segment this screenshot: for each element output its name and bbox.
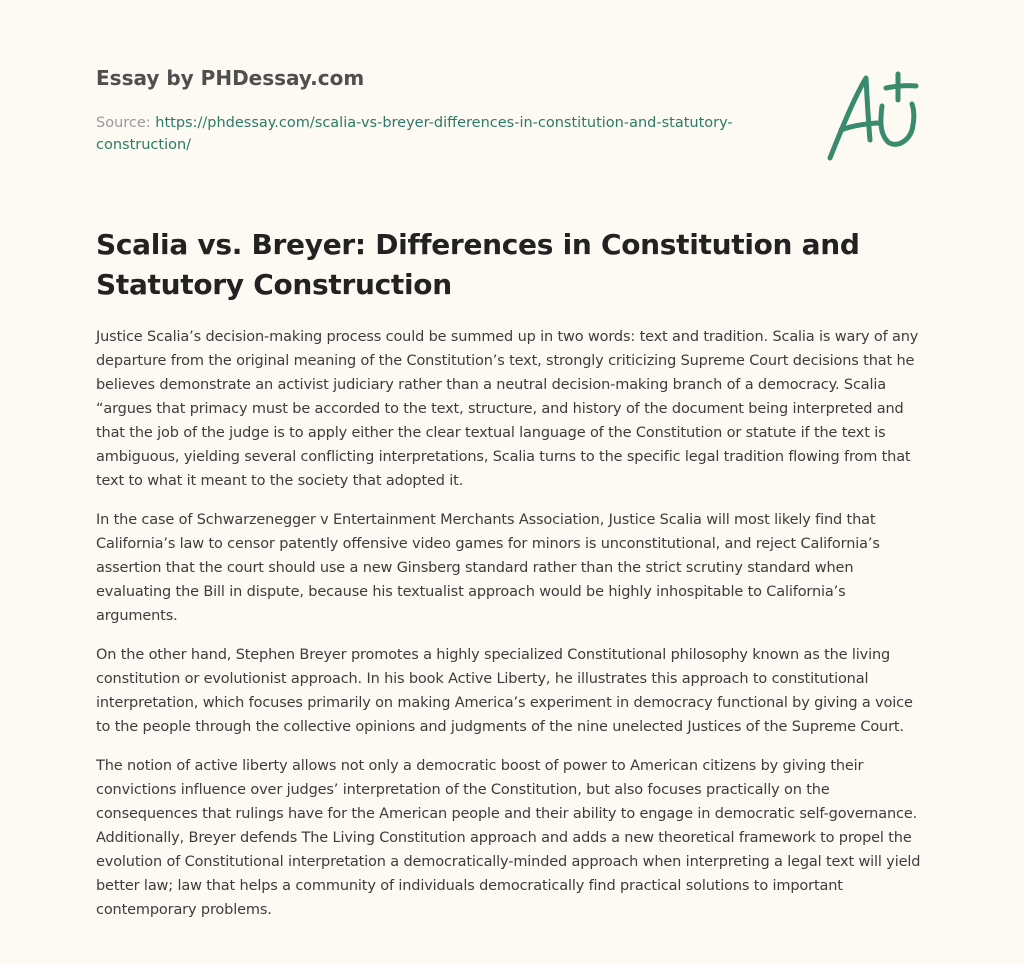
site-title: Essay by PHDessay.com [96, 66, 365, 90]
essay-paragraph: On the other hand, Stephen Breyer promotes a highly specialized Constitutional philosophy known as the living constitution or evolutionist approach. In his book Active Liberty, he illustrates this approach to constitutional interpretation, which focuses primarily on making America’s experiment in democracy functional by giving a voice to the people through the collective opinions and judgments of the nine unelected Justices of the Supreme Court. [96, 647, 913, 735]
essay-paragraph: Justice Scalia’s decision-making process could be summed up in two words: text and tradition. Scalia is wary of any departure from the original meaning of the Constitution’s text, strongly criticizing Supreme Court decisions that he believes demonstrate an activist judiciary rather than a neutral decision-making branch of a democracy. Scalia “argues that primacy must be accorded to the text, structure, and history of the document being interpreted and that the job of the judge is to apply either the clear textual language of the Constitution or statute if the text is ambiguous, yielding several conflicting interpretations, Scalia turns to the specific legal tradition flowing from that text to what it meant to the society that adopted it. [96, 329, 919, 489]
essay-body [96, 325, 926, 937]
essay-paragraph: The notion of active liberty allows not only a democratic boost of power to American citizens by giving their convictions influence over judges’ interpretation of the Constitution, but also focuses practically on the consequences that rulings have for the American people and their ability to engage in democratic self-governance. Additionally, Breyer defends The Living Constitution approach and adds a new theoretical framework to propel the evolution of Constitutional interpretation a democratically-minded approach when interpreting a legal text will yield better law; law that helps a community of individuals democratically find practical solutions to important contemporary problems. [96, 758, 921, 918]
source-line [96, 112, 776, 156]
essay-paragraph: In the case of Schwarzenegger v Entertainment Merchants Association, Justice Scalia will most likely find that California’s law to censor patently offensive video games for minors is unconstitutional, and reject California’s assertion that the court should use a new Ginsberg standard rather than the strict scrutiny standard when evaluating the Bill in dispute, because his textualist approach would be highly inhospitable to California’s arguments. [96, 512, 880, 624]
essay-title: Scalia vs. Breyer: Differences in Constitution and Statutory Construction [96, 228, 860, 301]
source-link[interactable]: https://phdessay.com/scalia-vs-breyer-differences-in-constitution-and-statutory-construction/ [96, 115, 733, 153]
source-label: Source: [96, 115, 156, 131]
a-plus-grade-icon [820, 66, 928, 166]
